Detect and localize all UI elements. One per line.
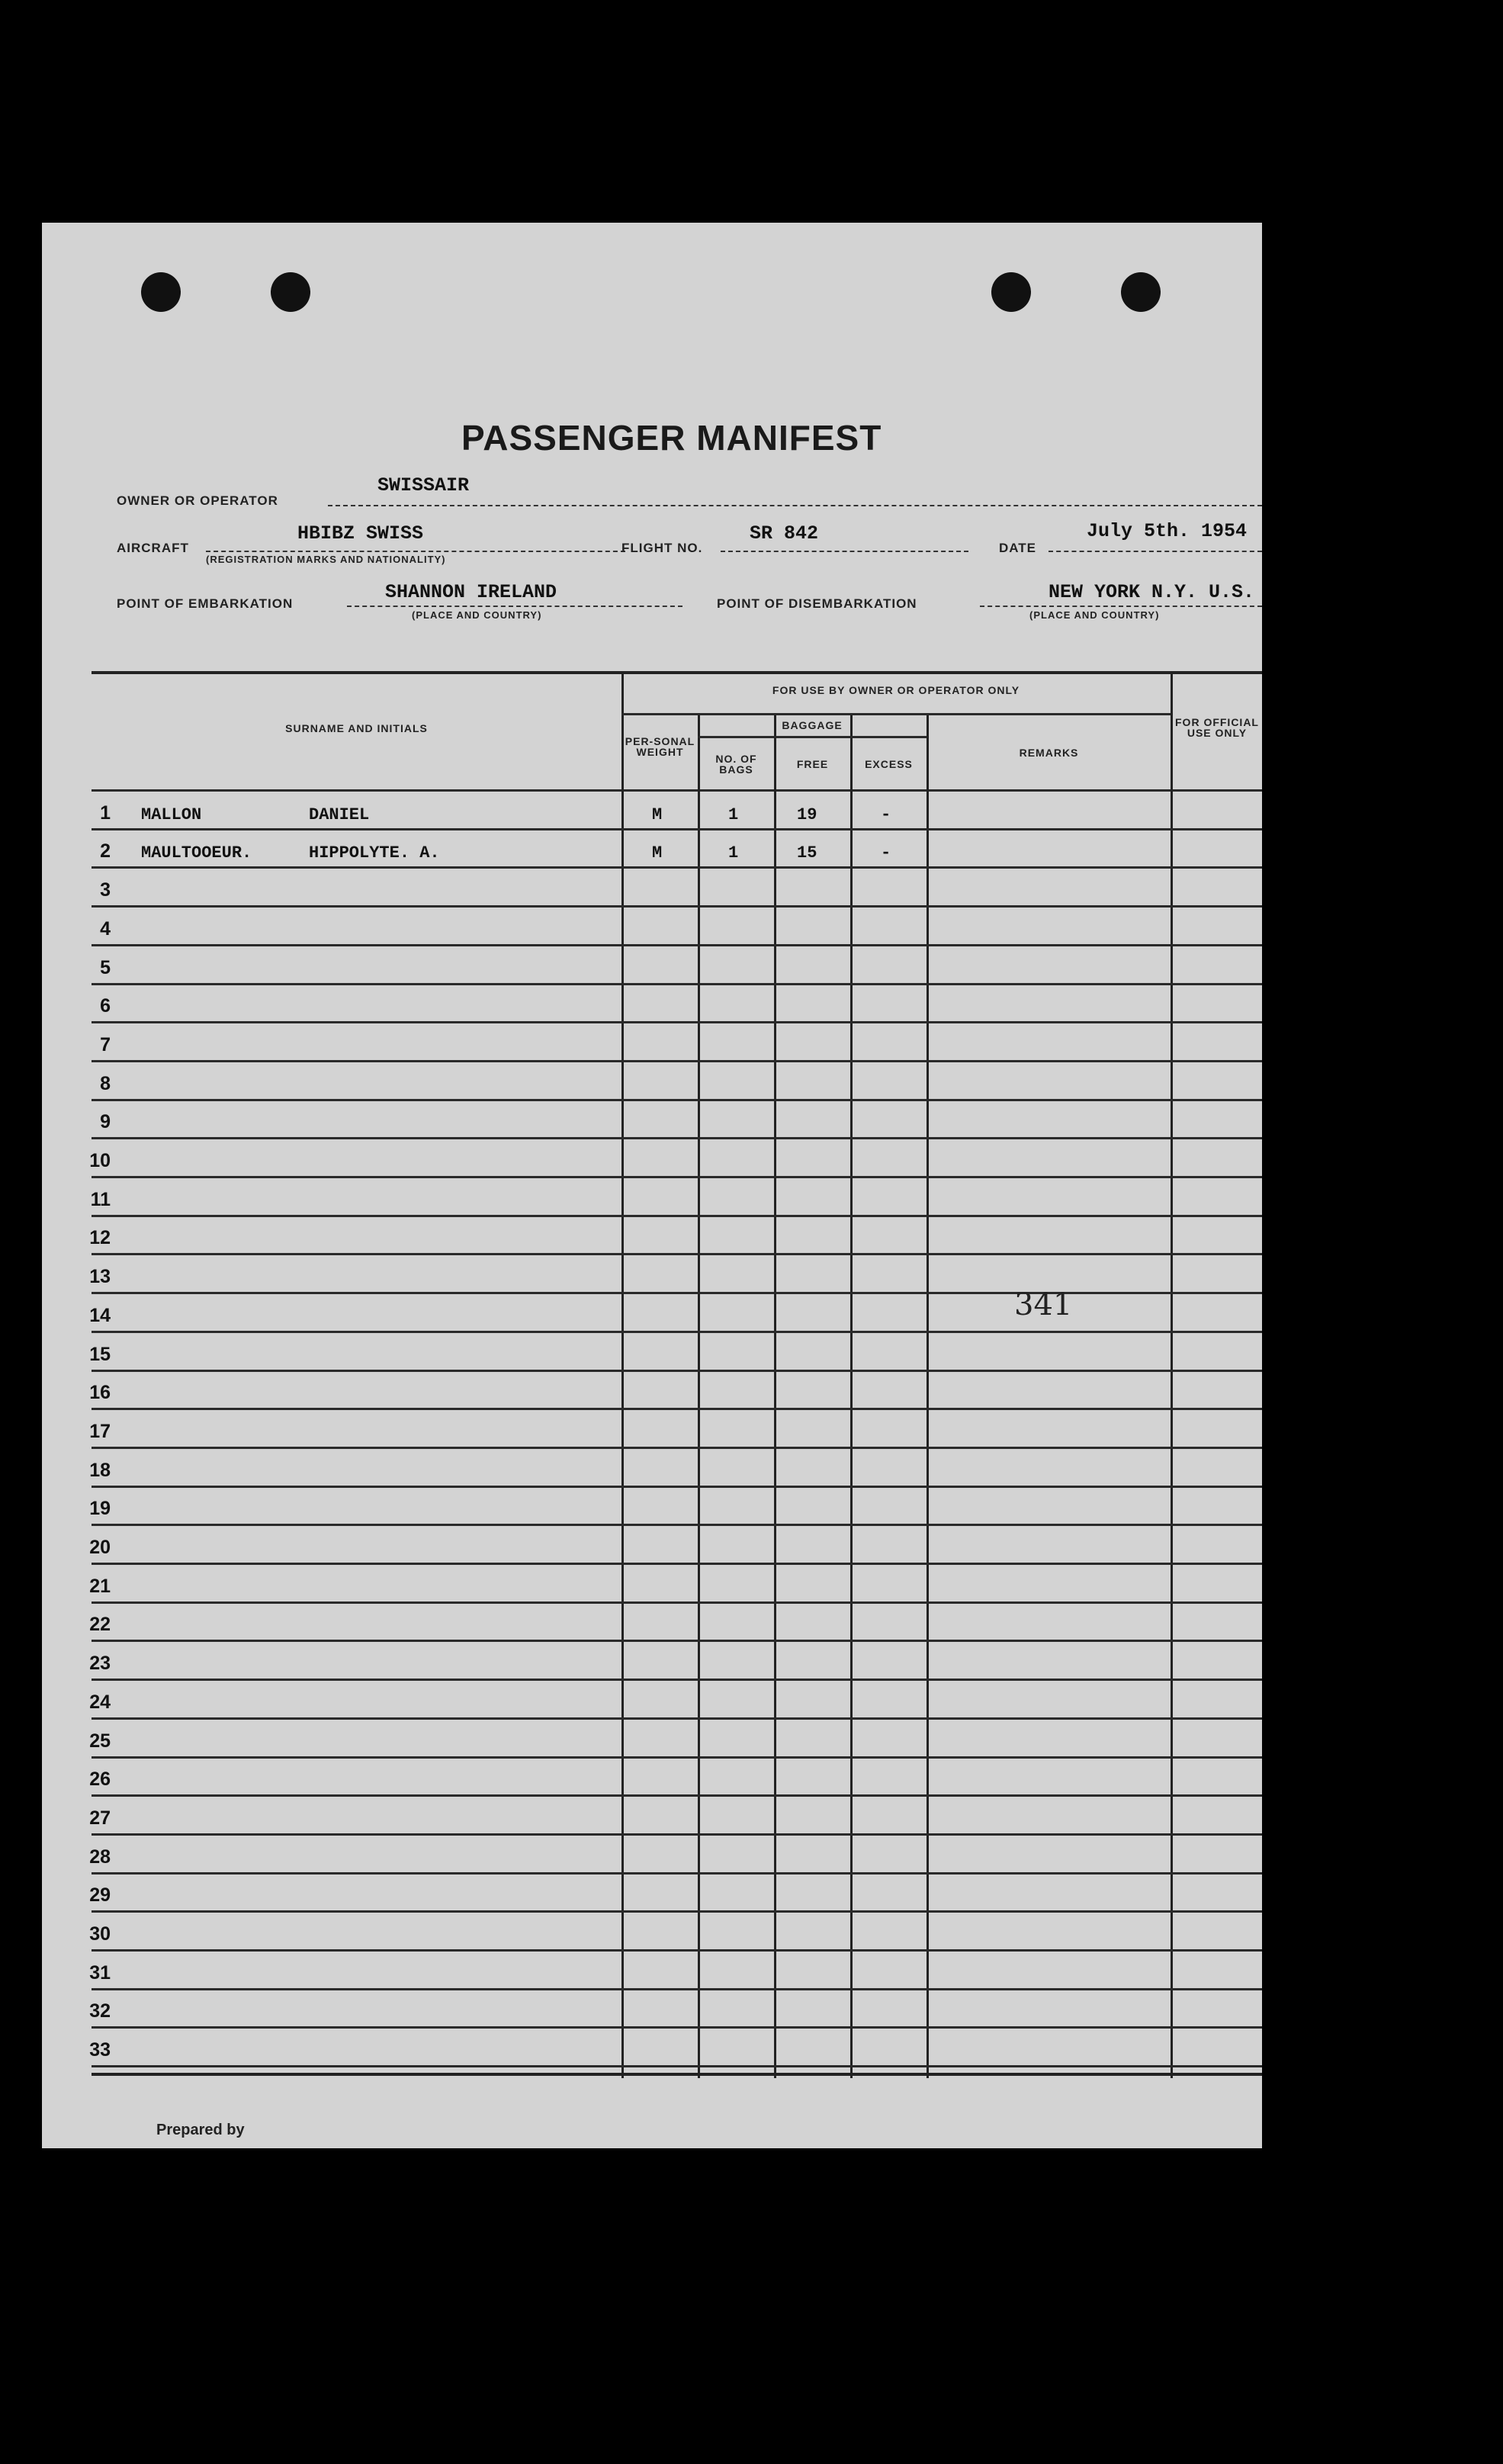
row-line	[92, 1292, 1262, 1294]
row-number: 26	[89, 1768, 111, 1791]
row-number: 1	[100, 802, 111, 824]
row-number: 11	[90, 1188, 111, 1210]
aircraft-value: HBIBZ SWISS	[297, 522, 424, 545]
header-free: FREE	[796, 758, 829, 770]
aircraft-sub: (REGISTRATION MARKS AND NATIONALITY)	[206, 554, 446, 565]
manifest-sheet	[42, 223, 1262, 2148]
row-line	[92, 1910, 1262, 1913]
date-value: July 5th. 1954	[1087, 520, 1248, 542]
table-header-border	[92, 789, 1262, 792]
date-line	[1049, 551, 1262, 552]
row-line	[92, 1176, 1262, 1178]
col-divider	[621, 671, 624, 2078]
row-number: 7	[100, 1033, 111, 1055]
row-line	[92, 1872, 1262, 1875]
flight-value: SR 842	[750, 522, 819, 545]
passenger-table	[89, 671, 1262, 2078]
header-baggage: BAGGAGE	[782, 719, 843, 731]
stamp-number: 341	[1014, 1287, 1073, 1322]
header-remarks: REMARKS	[1019, 747, 1079, 759]
row-number: 10	[89, 1150, 111, 1171]
page-title: PASSENGER MANIFEST	[461, 418, 882, 458]
embark-line	[347, 606, 682, 607]
row-line	[92, 1137, 1262, 1139]
row-number: 30	[89, 1923, 111, 1945]
passenger-surname: MAULTOOEUR.	[141, 843, 252, 863]
row-number: 29	[89, 1884, 111, 1907]
row-line	[92, 1601, 1262, 1604]
row-line	[92, 1486, 1262, 1488]
row-number: 15	[89, 1343, 111, 1365]
disembark-value: NEW YORK N.Y. U.S.	[1049, 581, 1255, 603]
row-number: 17	[89, 1420, 111, 1442]
row-number: 12	[89, 1227, 111, 1249]
row-line	[92, 1215, 1262, 1217]
row-number: 9	[100, 1111, 111, 1133]
date-label: DATE	[999, 541, 1037, 555]
header-weight: PER-SONAL WEIGHT	[625, 735, 695, 758]
aircraft-line	[206, 551, 625, 552]
row-number: 27	[89, 1807, 111, 1829]
passenger-free: 19	[797, 805, 817, 824]
row-number: 33	[89, 2039, 111, 2061]
passenger-free: 15	[797, 843, 817, 863]
row-line	[92, 1253, 1262, 1255]
row-number: 14	[89, 1304, 111, 1326]
owner-value: SWISSAIR	[377, 474, 470, 496]
row-number: 8	[100, 1072, 111, 1094]
row-line	[92, 1794, 1262, 1797]
embark-label: POINT OF EMBARKATION	[117, 596, 294, 611]
row-line	[92, 1408, 1262, 1410]
passenger-excess: -	[881, 843, 891, 863]
row-line	[92, 1099, 1262, 1101]
embark-sub: (PLACE AND COUNTRY)	[412, 609, 542, 621]
header-owner-use: FOR USE BY OWNER OR OPERATOR ONLY	[772, 684, 1020, 696]
passenger-given: DANIEL	[309, 805, 370, 824]
row-number: 18	[89, 1459, 111, 1481]
row-number: 32	[89, 2000, 111, 2022]
embark-value: SHANNON IRELAND	[385, 581, 557, 603]
row-number: 4	[100, 917, 111, 940]
row-number: 24	[89, 1691, 111, 1713]
row-line	[92, 1679, 1262, 1681]
row-line	[92, 866, 1262, 869]
row-line	[92, 1524, 1262, 1526]
owner-line	[328, 505, 1262, 506]
row-line	[92, 1833, 1262, 1836]
row-number: 2	[100, 840, 111, 863]
disembark-line	[980, 606, 1262, 607]
row-line	[92, 905, 1262, 908]
row-number: 23	[89, 1653, 111, 1675]
row-line	[92, 2065, 1262, 2067]
header-official: FOR OFFICIAL USE ONLY	[1175, 716, 1259, 739]
punch-hole	[991, 272, 1031, 312]
row-line	[92, 1060, 1262, 1062]
table-bottom-border	[92, 2073, 1262, 2076]
row-line	[92, 1331, 1262, 1333]
row-line	[92, 2026, 1262, 2029]
punch-hole	[271, 272, 310, 312]
disembark-label: POINT OF DISEMBARKATION	[717, 596, 917, 611]
punch-hole	[141, 272, 181, 312]
row-number: 19	[89, 1498, 111, 1520]
row-line	[92, 1021, 1262, 1023]
aircraft-label: AIRCRAFT	[117, 541, 189, 555]
row-line	[92, 828, 1262, 830]
disembark-sub: (PLACE AND COUNTRY)	[1029, 609, 1160, 621]
row-line	[92, 944, 1262, 946]
row-number: 5	[100, 956, 111, 978]
flight-line	[721, 551, 968, 552]
owner-use-underline	[621, 713, 1171, 715]
row-number: 31	[89, 1961, 111, 1984]
passenger-given: HIPPOLYTE. A.	[309, 843, 440, 863]
row-line	[92, 983, 1262, 985]
header-excess: EXCESS	[865, 758, 913, 770]
passenger-weight: M	[652, 843, 663, 863]
row-number: 13	[89, 1266, 111, 1288]
row-line	[92, 1640, 1262, 1642]
passenger-excess: -	[881, 805, 891, 824]
owner-label: OWNER OR OPERATOR	[117, 493, 278, 508]
row-number: 28	[89, 1846, 111, 1868]
row-line	[92, 1447, 1262, 1449]
header-surname: SURNAME AND INITIALS	[285, 722, 428, 734]
passenger-surname: MALLON	[141, 805, 202, 824]
table-top-border	[92, 671, 1262, 674]
row-line	[92, 1563, 1262, 1565]
prepared-by-label: Prepared by	[156, 2122, 245, 2138]
punch-hole	[1121, 272, 1161, 312]
row-line	[92, 1370, 1262, 1372]
passenger-bags: 1	[728, 805, 739, 824]
baggage-underline	[698, 736, 927, 738]
row-line	[92, 1756, 1262, 1759]
row-number: 22	[89, 1614, 111, 1636]
passenger-bags: 1	[728, 843, 739, 863]
row-number: 20	[89, 1537, 111, 1558]
header-bags: NO. OF BAGS	[715, 753, 757, 776]
row-line	[92, 1717, 1262, 1720]
row-number: 6	[100, 995, 111, 1017]
row-line	[92, 1949, 1262, 1952]
flight-label: FLIGHT NO.	[621, 541, 703, 555]
row-number: 3	[100, 879, 111, 901]
col-divider	[1171, 671, 1173, 2078]
row-number: 25	[89, 1730, 111, 1752]
row-line	[92, 1988, 1262, 1990]
passenger-weight: M	[652, 805, 663, 824]
row-number: 21	[89, 1575, 111, 1597]
row-number: 16	[89, 1382, 111, 1404]
